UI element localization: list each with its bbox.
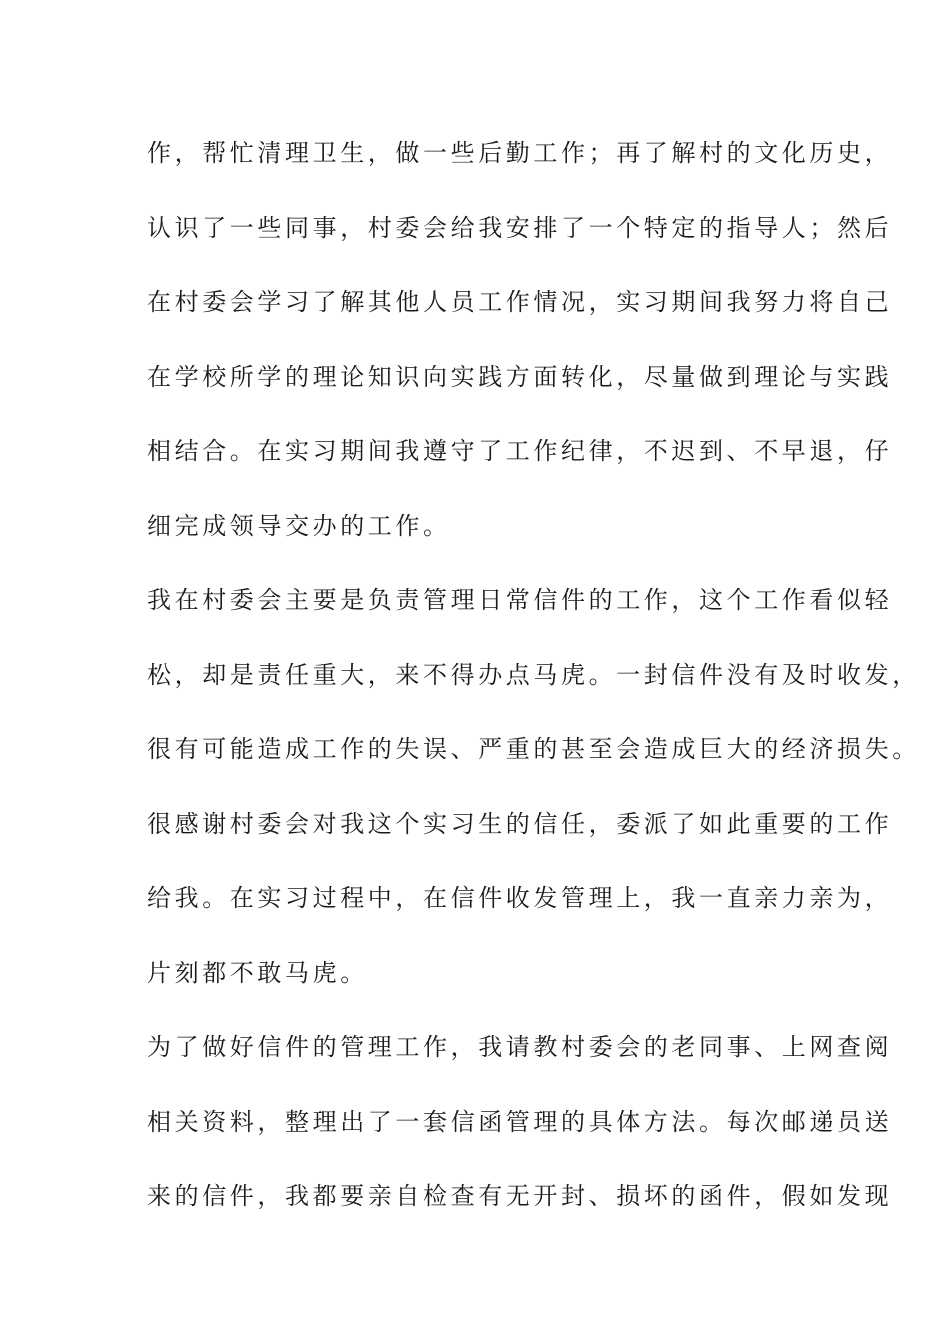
text-line-7: 我在村委会主要是负责管理日常信件的工作，这个工作看似轻 bbox=[147, 586, 893, 614]
text-line-15: 来的信件，我都要亲自检查有无开封、损坏的函件，假如发现 bbox=[147, 1182, 893, 1210]
text-line-12: 片刻都不敢马虎。 bbox=[147, 958, 368, 987]
text-line-4: 在学校所学的理论知识向实践方面转化，尽量做到理论与实践 bbox=[147, 362, 893, 391]
text-line-1: 作，帮忙清理卫生，做一些后勤工作；再了解村的文化历史， bbox=[147, 139, 893, 167]
text-line-9: 很有可能造成工作的失误、严重的甚至会造成巨大的经济损失。 bbox=[147, 735, 920, 763]
text-line-11: 给我。在实习过程中，在信件收发管理上，我一直亲力亲为， bbox=[147, 884, 893, 912]
text-line-6: 细完成领导交办的工作。 bbox=[147, 511, 451, 540]
text-line-8: 松，却是责任重大，来不得办点马虎。一封信件没有及时收发， bbox=[147, 660, 920, 689]
text-line-5: 相结合。在实习期间我遵守了工作纪律，不迟到、不早退，仔 bbox=[147, 437, 893, 465]
text-line-13: 为了做好信件的管理工作，我请教村委会的老同事、上网查阅 bbox=[147, 1033, 893, 1061]
document-body bbox=[147, 129, 920, 1247]
text-line-3: 在村委会学习了解其他人员工作情况，实习期间我努力将自己 bbox=[147, 288, 893, 316]
text-line-2: 认识了一些同事，村委会给我安排了一个特定的指导人；然后 bbox=[147, 213, 893, 242]
text-line-10: 很感谢村委会对我这个实习生的信任，委派了如此重要的工作 bbox=[147, 809, 893, 838]
text-line-14: 相关资料，整理出了一套信函管理的具体方法。每次邮递员送 bbox=[147, 1107, 893, 1136]
